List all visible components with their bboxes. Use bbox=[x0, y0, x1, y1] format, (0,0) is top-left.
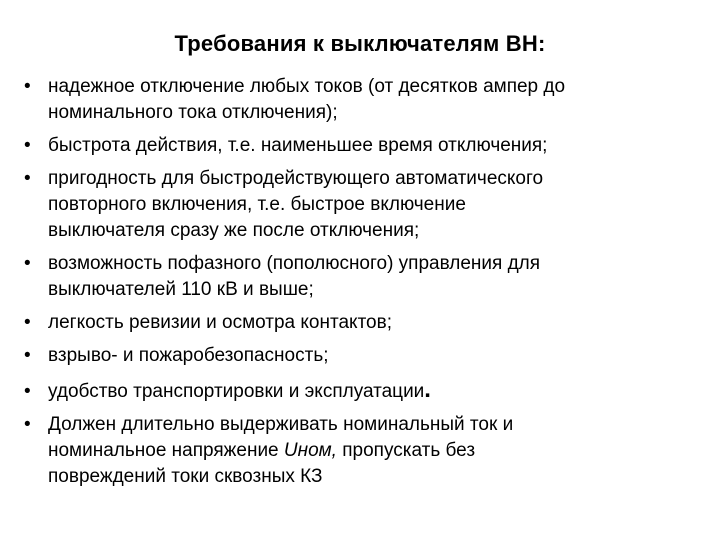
bullet-glyph: • bbox=[24, 381, 31, 402]
bullet-text-period: . bbox=[424, 376, 431, 403]
bullet-text-main: удобство транспортировки и эксплуатации bbox=[48, 381, 425, 402]
bullet-glyph: • bbox=[24, 168, 31, 189]
bullet-item-8 bbox=[22, 412, 702, 490]
bullet-glyph: • bbox=[24, 76, 31, 97]
bullet-item-5 bbox=[22, 310, 702, 336]
bullet-text: пригодность для быстродействующего автоматического bbox=[48, 168, 544, 189]
rated-voltage-symbol: Uном, bbox=[283, 440, 337, 461]
bullet-text: выключателей 110 кВ и выше; bbox=[48, 279, 314, 300]
bullet-text: взрыво- и пожаробезопасность; bbox=[48, 345, 329, 366]
bullet-item-2 bbox=[22, 133, 702, 159]
bullet-text: легкость ревизии и осмотра контактов; bbox=[48, 312, 392, 333]
bullet-text: надежное отключение любых токов (от десятков ампер до bbox=[48, 76, 566, 97]
bullet-text-part: номинальное напряжение bbox=[48, 440, 284, 461]
bullet-glyph: • bbox=[24, 253, 31, 274]
bullet-item-1 bbox=[22, 74, 702, 126]
bullet-glyph: • bbox=[24, 414, 31, 435]
bullet-item-3 bbox=[22, 166, 702, 244]
bullet-text: Должен длительно выдерживать номинальный ток и bbox=[48, 414, 514, 435]
bullet-glyph: • bbox=[24, 312, 31, 333]
bullet-item-4 bbox=[22, 251, 702, 303]
bullet-item-7 bbox=[22, 376, 702, 405]
bullet-text: повторного включения, т.е. быстрое включение bbox=[48, 194, 466, 215]
bullet-text: повреждений токи сквозных КЗ bbox=[48, 466, 323, 487]
bullet-text bbox=[48, 376, 702, 405]
bullet-list bbox=[22, 74, 702, 497]
bullet-text: выключателя сразу же после отключения; bbox=[48, 220, 420, 241]
slide-title: Требования к выключателям ВН: bbox=[174, 31, 546, 56]
bullet-text: быстрота действия, т.е. наименьшее время отключения; bbox=[48, 135, 548, 156]
bullet-text: номинального тока отключения); bbox=[48, 102, 338, 123]
bullet-item-6 bbox=[22, 343, 702, 369]
bullet-glyph: • bbox=[24, 135, 31, 156]
bullet-text: возможность пофазного (пополюсного) управления для bbox=[48, 253, 541, 274]
bullet-text bbox=[48, 438, 702, 464]
bullet-text-part: пропускать без bbox=[336, 440, 476, 461]
bullet-glyph: • bbox=[24, 345, 31, 366]
